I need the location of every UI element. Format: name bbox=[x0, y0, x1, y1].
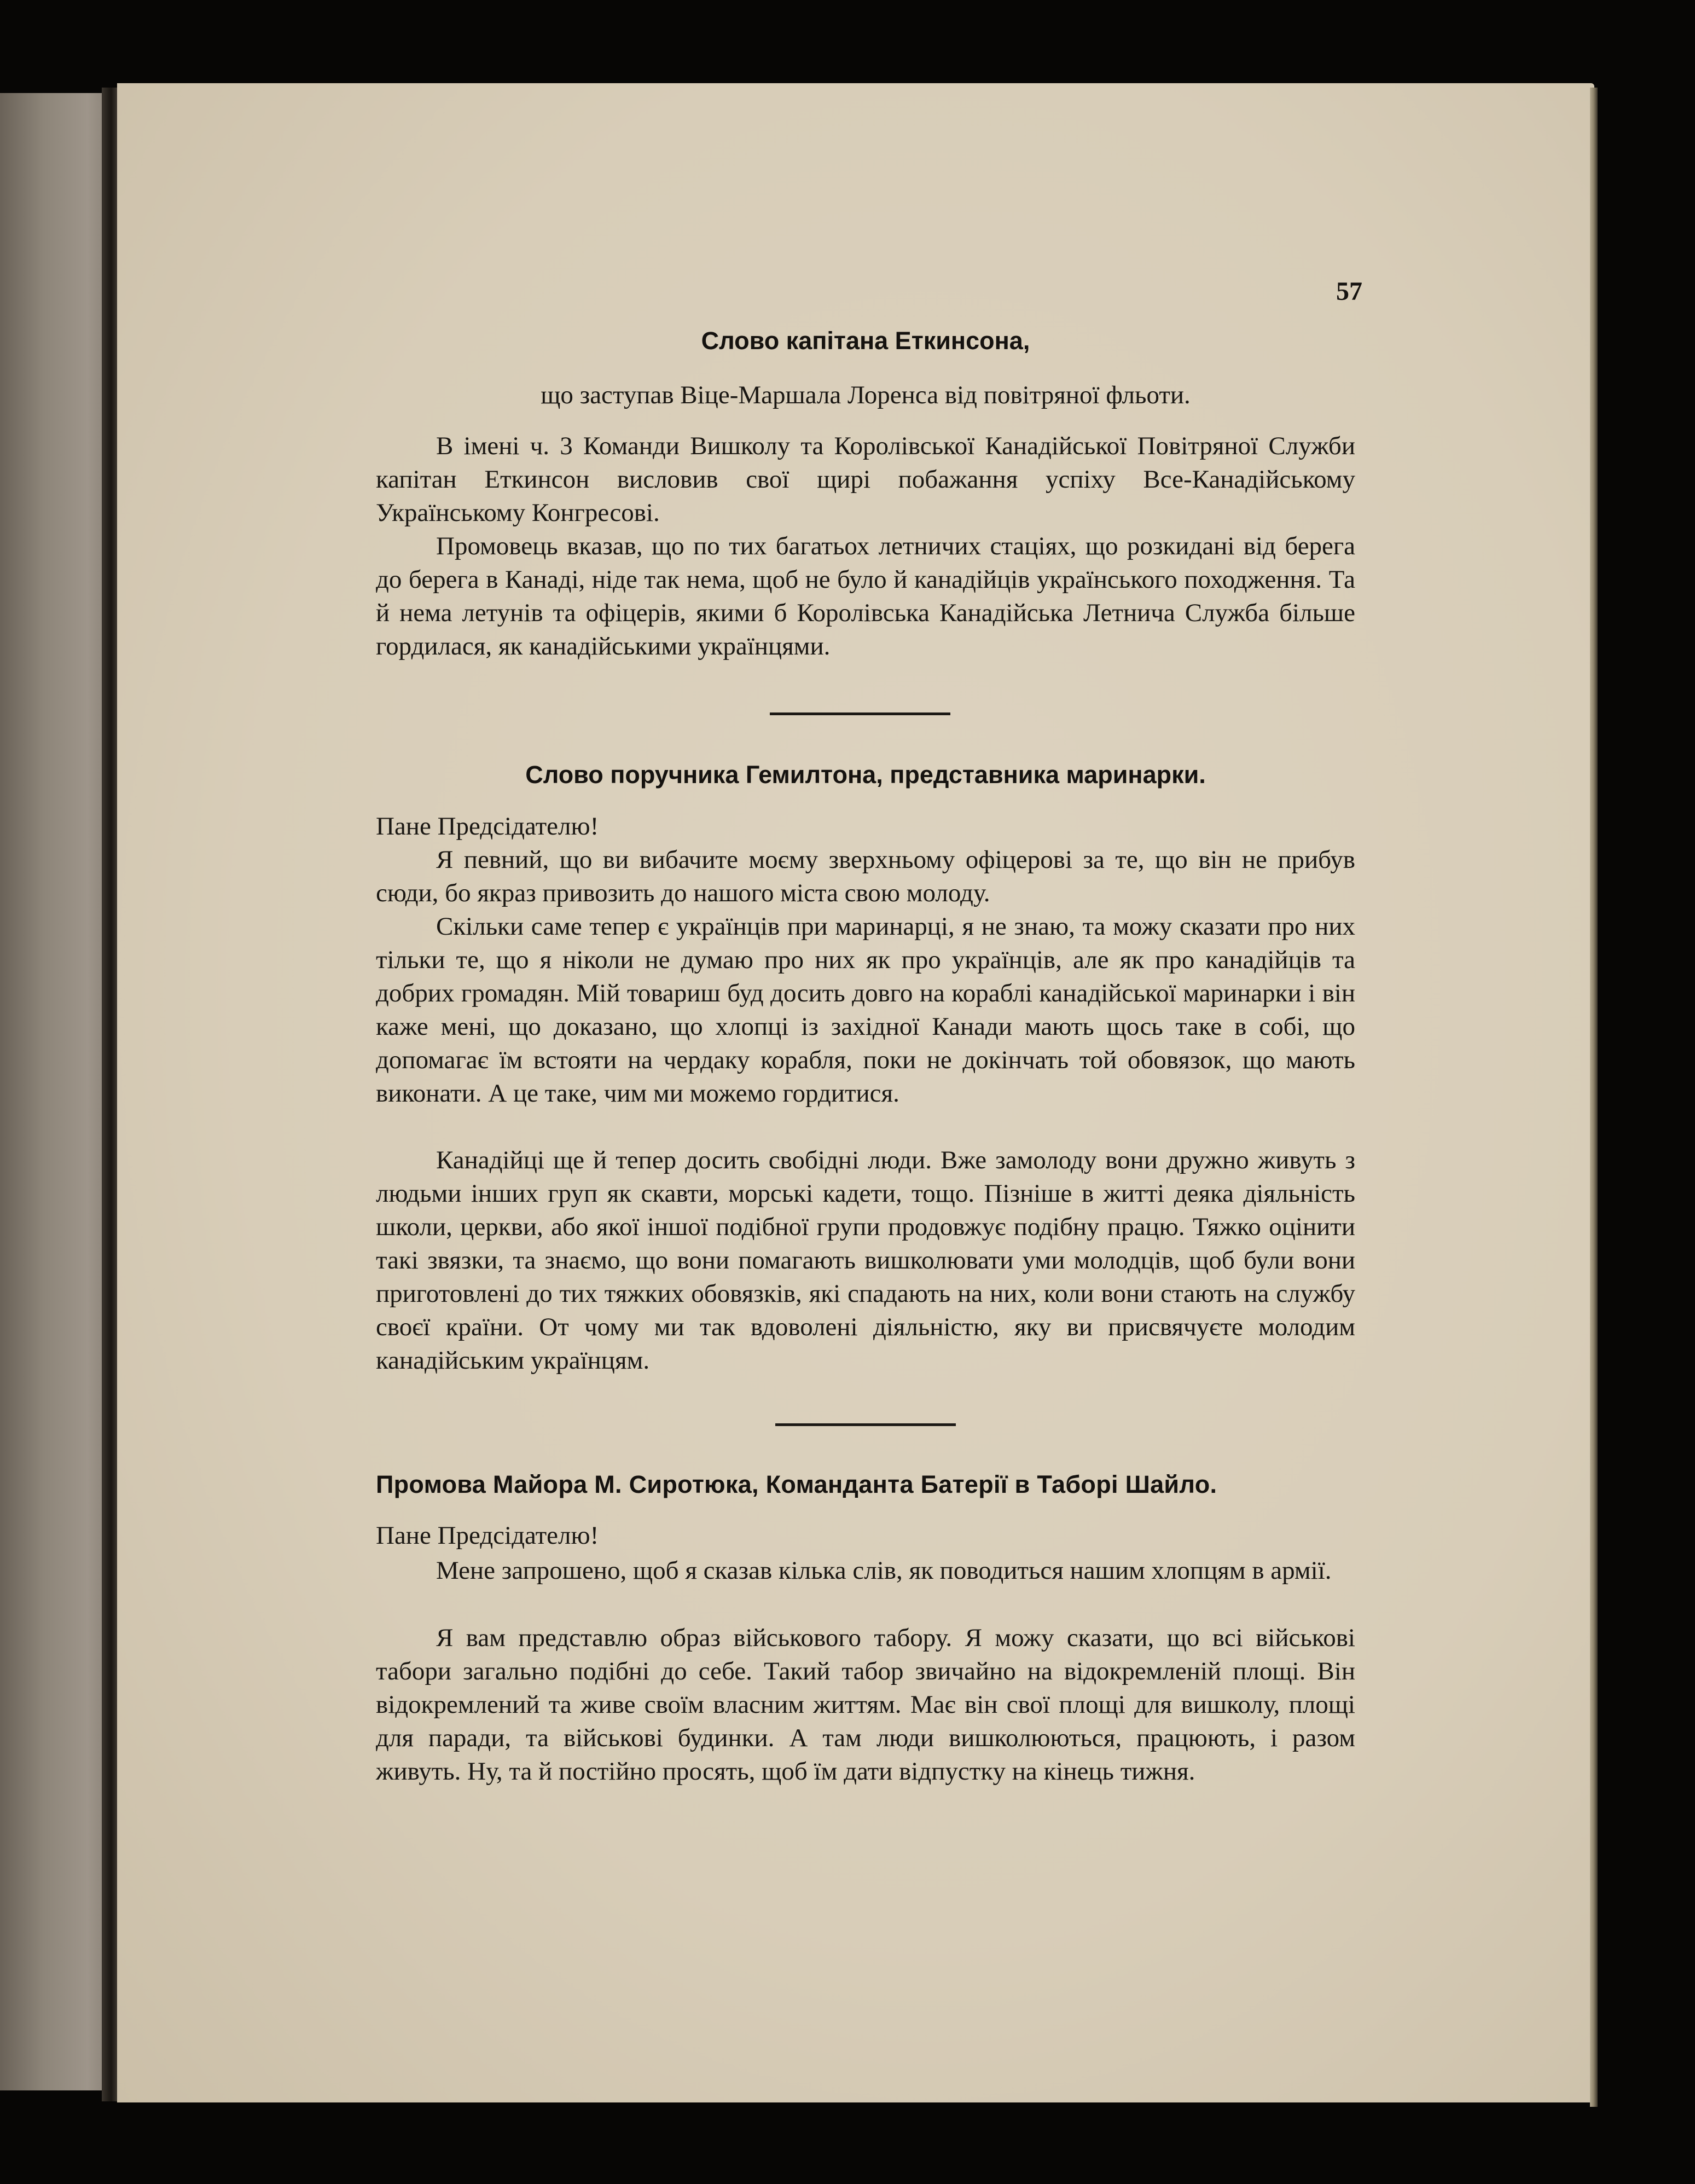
section1-subtitle: що заступав Віце-Маршала Лоренса від повітряної фльоти. bbox=[541, 381, 1191, 409]
section1-title: Слово капітана Еткинсона, bbox=[701, 327, 1030, 355]
section-divider-1 bbox=[770, 712, 950, 715]
right-page-edge bbox=[1590, 88, 1598, 2107]
section1-paragraph-2: Промовець вказав, що по тих багатьох летничих стаціях, що розкидані від берега до берега в Канаді, ніде так нема, щоб не було й канадійців українського походження. Та й нема летунів та офіцерів, якими б Королівська Канадійська Летнича Служба більше гордилася, як канадійськими українцями. bbox=[376, 532, 1355, 661]
section2-paragraph-3: Канадійці ще й тепер досить свобідні люди. Вже замолоду вони дружно живуть з людьми інших груп як скавти, морські кадети, тощо. Пізніше в житті деяка діяльність школи, церкви, або якої іншої подібної групи продовжує подібну працю. Тяжко оцінити такі звязки, та знаємо, що вони помагають вишколювати уми молодців, щоб були вони приготовлені до тих тяжких обовязків, які спадають на них, коли вони стають на службу своєї країни. От чому ми так вдоволені діяльністю, яку ви присвячуєте молодим канадійським українцям. bbox=[376, 1146, 1355, 1375]
section-divider-2 bbox=[775, 1423, 956, 1426]
section1-paragraph-1: В імені ч. 3 Команди Вишколу та Королівської Канадійської Повітряної Служби капітан Еткинсон висловив свої щирі побажання успіху Все-Канадійському Українському Конгресові. bbox=[376, 432, 1355, 527]
section2-paragraph-2: Скільки саме тепер є українців при маринарці, я не знаю, та можу сказати про них тільки те, що я ніколи не думаю про них як про українців, але як про канадійців та добрих громадян. Мій товариш буд досить довго на кораблі канадійської маринарки і він каже мені, що доказано, що хлопці із західної Канади мають щось таке в собі, що допомагає їм встояти на чердаку корабля, поки не докінчать той обовязок, що мають виконати. А це таке, чим ми можемо гордитися. bbox=[376, 912, 1355, 1108]
section3-paragraph-1: Мене запрошено, щоб я сказав кілька слів, як поводиться нашим хлопцям в армії. bbox=[436, 1556, 1332, 1585]
section3-title: Промова Майора М. Сиротюка, Команданта Батерії в Таборі Шайло. bbox=[376, 1470, 1217, 1498]
page-number: 57 bbox=[1336, 277, 1362, 306]
section3-paragraph-2: Я вам представлю образ військового табору. Я можу сказати, що всі військові табори загально подібні до себе. Такий табор звичайно на відокремленій площі. Він відокремлений та живе своїм власним життям. Має він свої площі для вишколу, площі для паради, та військові будинки. А там люди вишколюються, працюють, і разом живуть. Ну, та й постійно просять, щоб їм дати відпустку на кінець тижня. bbox=[376, 1624, 1355, 1786]
section3-salutation: Пане Предсідателю! bbox=[376, 1521, 599, 1550]
section2-paragraph-1: Я певний, що ви вибачите моєму зверхньому офіцерові за те, що він не прибув сюди, бо якраз привозить до нашого міста свою молоду. bbox=[376, 845, 1355, 907]
section2-title: Слово поручника Гемилтона, представника маринарки. bbox=[525, 761, 1206, 789]
left-page-edge bbox=[0, 93, 109, 2090]
section2-salutation: Пане Предсідателю! bbox=[376, 812, 599, 841]
